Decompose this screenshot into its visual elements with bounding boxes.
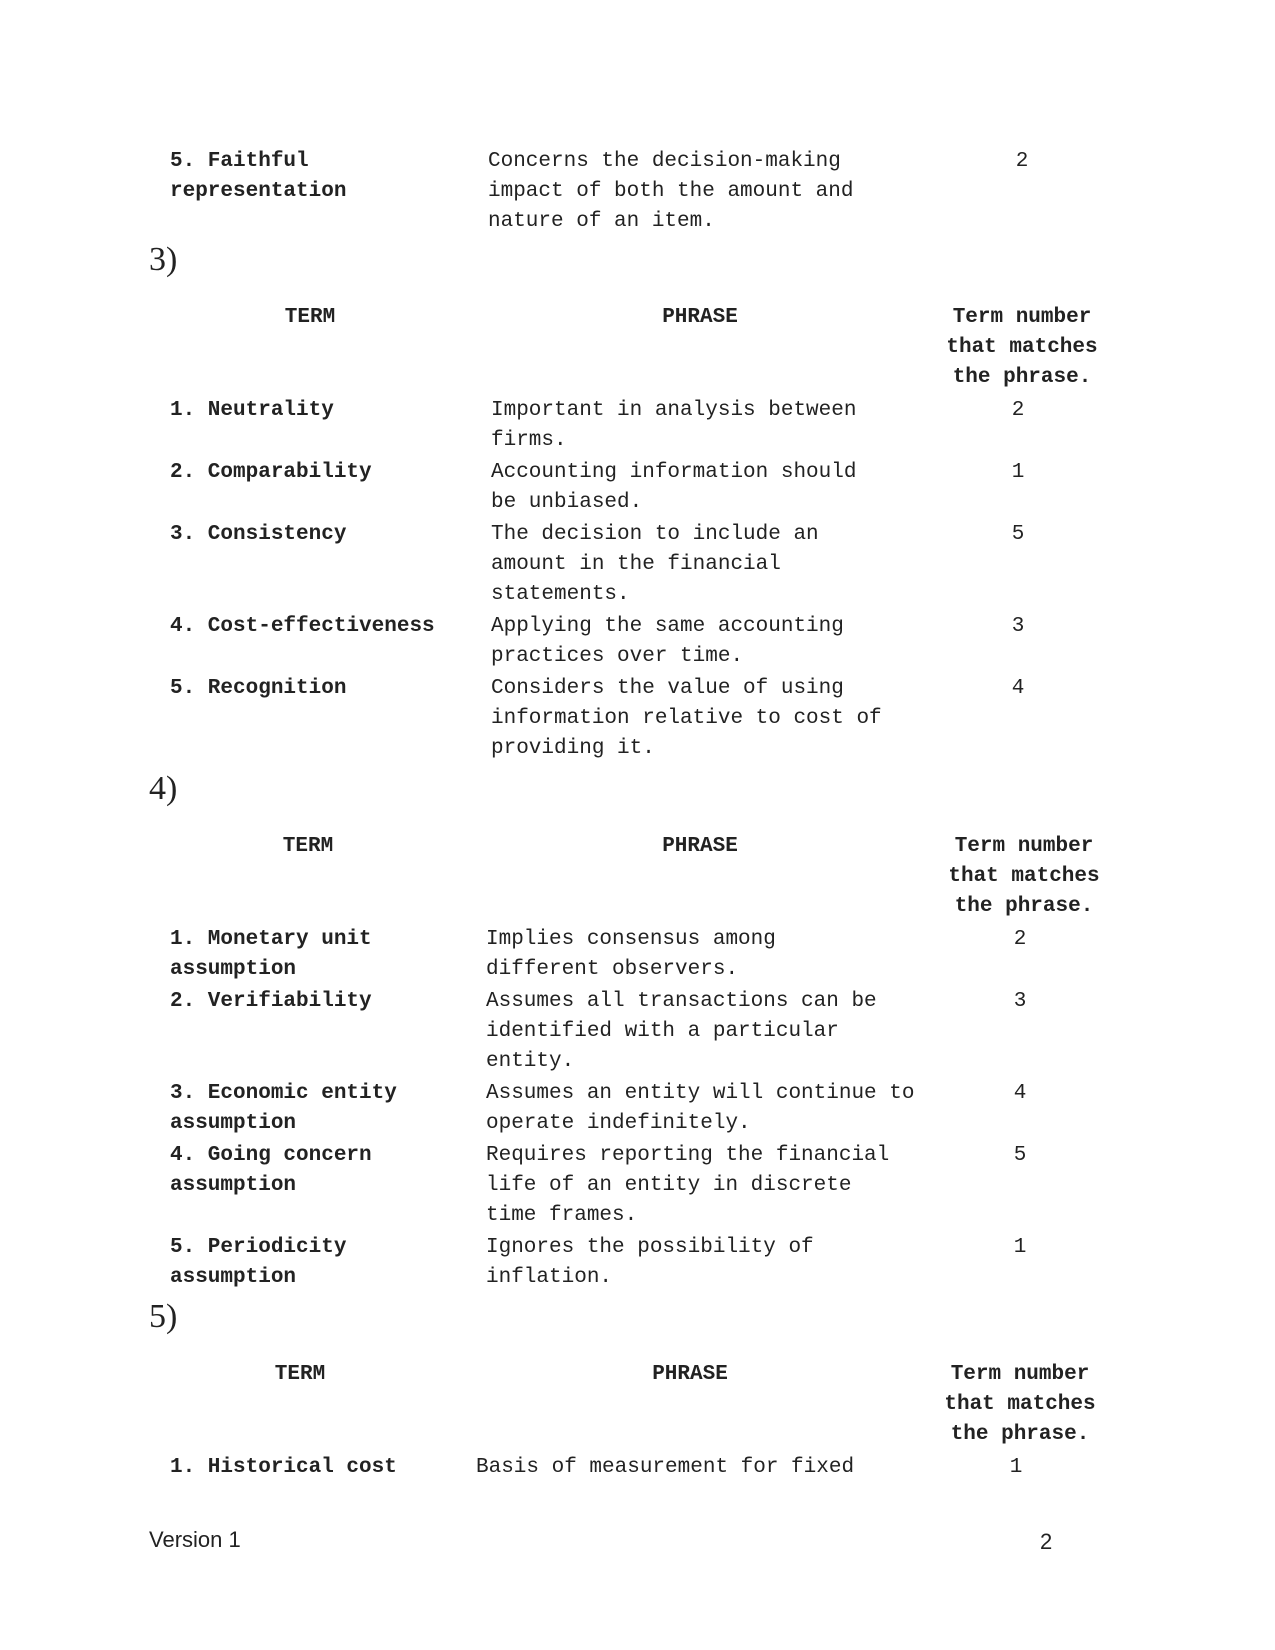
column-header-term: TERM [274,1363,326,1386]
term-number-cell: 1 [1011,461,1025,484]
phrase-cell: Ignores the possibility of inflation. [486,1236,814,1289]
term-cell: 1. Historical cost [170,1456,397,1479]
page-number: 2 [1040,1529,1053,1554]
question-number: 5) [149,1298,178,1335]
question-number: 3) [149,241,178,278]
term-cell: 2. Verifiability [170,990,372,1013]
term-number-cell: 4 [1013,1082,1027,1105]
term-cell: 1. Neutrality [170,399,334,422]
term-number-cell: 2 [1015,150,1029,173]
column-header-term-number: Term number that matches the phrase. [948,835,1100,918]
phrase-cell: Considers the value of using information relative to cost of providing it. [491,677,882,760]
phrase-cell: Requires reporting the financial life of an entity in discrete time frames. [486,1144,890,1227]
term-number-cell: 2 [1011,399,1025,422]
phrase-cell: Concerns the decision-making impact of both the amount and nature of an item. [488,150,854,233]
term-cell: 4. Cost-effectiveness [170,615,435,638]
version-label: Version 1 [149,1527,241,1552]
column-header-term-number: Term number that matches the phrase. [944,1363,1096,1446]
column-header-term-number: Term number that matches the phrase. [946,306,1098,389]
term-number-cell: 1 [1009,1456,1023,1479]
term-number-cell: 1 [1013,1236,1027,1259]
term-number-cell: 3 [1013,990,1027,1013]
column-header-phrase: PHRASE [662,835,738,858]
term-cell: 3. Economic entity assumption [170,1082,397,1135]
column-header-term: TERM [284,306,336,329]
term-cell: 4. Going concern assumption [170,1144,372,1197]
phrase-cell: Assumes an entity will continue to operate indefinitely. [486,1082,915,1135]
term-number-cell: 5 [1013,1144,1027,1167]
phrase-cell: Basis of measurement for fixed [476,1456,855,1479]
term-number-cell: 5 [1011,523,1025,546]
term-cell: 5. Periodicity assumption [170,1236,347,1289]
column-header-term: TERM [282,835,334,858]
term-number-cell: 2 [1013,928,1027,951]
phrase-cell: Assumes all transactions can be identified with a particular entity. [486,990,877,1073]
term-cell: 5. Faithful representation [170,150,347,203]
term-number-cell: 4 [1011,677,1025,700]
term-cell: 5. Recognition [170,677,347,700]
phrase-cell: The decision to include an amount in the financial statements. [491,523,819,606]
question-number: 4) [149,770,178,807]
phrase-cell: Applying the same accounting practices over time. [491,615,844,668]
phrase-cell: Important in analysis between firms. [491,399,857,452]
term-cell: 1. Monetary unit assumption [170,928,372,981]
term-cell: 3. Consistency [170,523,347,546]
column-header-phrase: PHRASE [652,1363,728,1386]
phrase-cell: Accounting information should be unbiased. [491,461,857,514]
column-header-phrase: PHRASE [662,306,738,329]
term-number-cell: 3 [1011,615,1025,638]
term-cell: 2. Comparability [170,461,372,484]
phrase-cell: Implies consensus among different observers. [486,928,776,981]
